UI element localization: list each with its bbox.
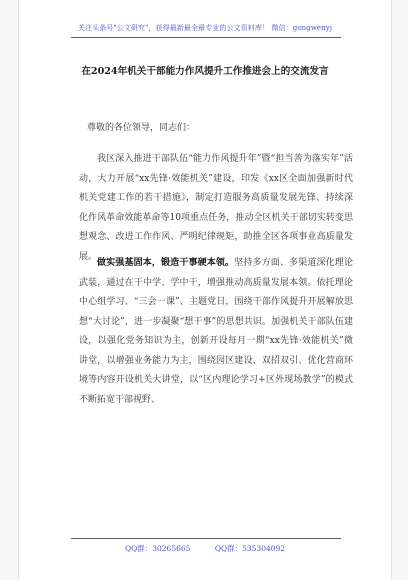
document-title: 在2024年机关干部能力作风提升工作推进会上的交流发言 [81,66,329,77]
footer-qq-group-2: QQ群：535304092 [214,544,286,553]
paragraph-2-body: 坚持多方面、多渠道深化理论武装，通过在干中学、学中干，增强推动高质量发展本领。依托理论中心组学习、“三会一课”、主题党日，围绕干部作风提升开展解放思想“大讨论”，进一步凝聚“想干事”的思想共识。加强机关干部队伍建设，以强化党务知识为主，创新开设每月一期“xx先锋·效能机关”微讲堂，以增强业务能力为主，围绕园区建设、双招双引、优化营商环境等内容开设机关大讲堂，以“区内理论学习+区外现场教学”的模式不断拓宽干部视野、 [79,258,353,405]
footer [19,543,391,554]
greeting: 尊敬的各位领导，同志们： [87,123,196,133]
paragraph-2-lead: 做实强基固本，锻造干事硬本领。 [97,258,235,268]
document-page [18,0,392,580]
footer-qq-group-1: QQ群：30265665 [124,544,191,553]
paragraph-2 [79,254,353,410]
paragraph-1: 我区深入推进干部队伍“能力作风提升年”暨“担当善为落实年”活动，大力开展“xx先锋·效能机关”建设，印发《xx区全面加强新时代机关党建工作的若干措施》，制定打造服务高质量发展先锋、持续深化作风革命效能革命等10项重点任务，推动全区机关干部切实转变思想观念、改进工作作风、严明纪律规矩，助推全区各项事业高质量发展。 [79,154,353,262]
header-banner: 关注头条号"公文研究"，获得最新最全最专业的公文资料库！ 微信：gongwenyj [77,24,333,32]
footer-divider [71,538,341,539]
header-divider [71,37,341,38]
